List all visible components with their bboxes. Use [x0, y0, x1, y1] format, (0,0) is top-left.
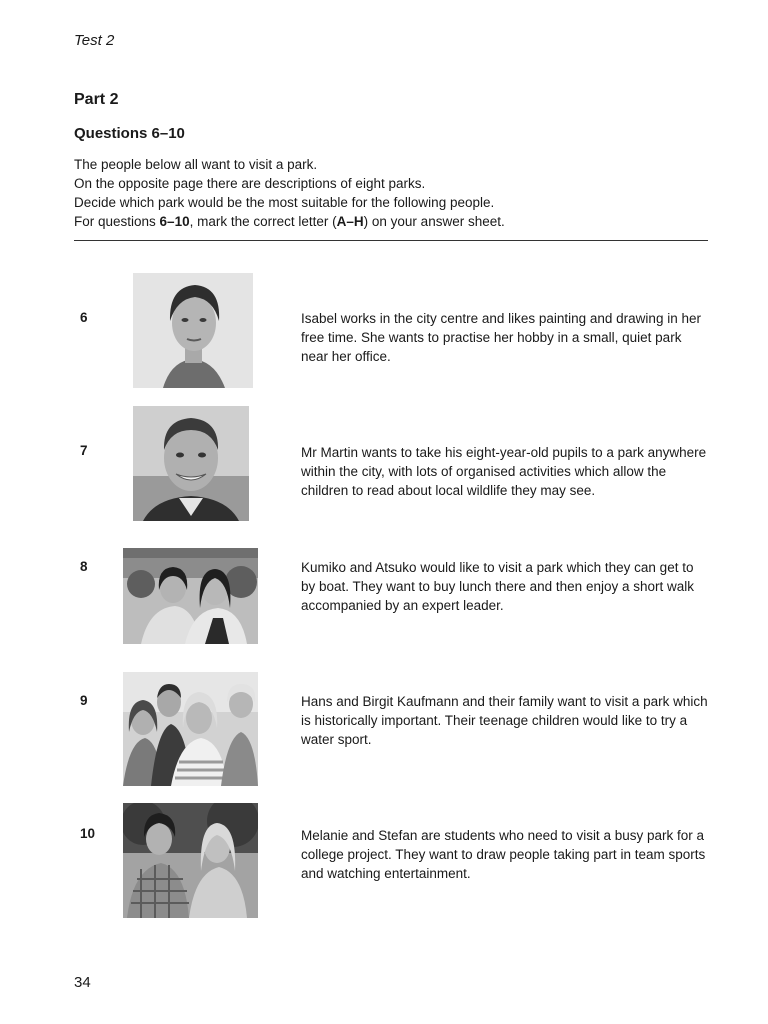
instructions [74, 155, 714, 231]
instruction-line [74, 212, 714, 231]
woman-portrait-photo [133, 273, 253, 388]
letter-range: A–H [336, 214, 364, 229]
question-number: 7 [80, 443, 88, 458]
person-description: Kumiko and Atsuko would like to visit a park which they can get to by boat. They want to buy lunch there and then enjoy a short walk accompanied by an expert leader. [301, 560, 694, 613]
instruction-text: ) on your answer sheet. [363, 214, 505, 229]
question-number: 10 [80, 826, 96, 841]
person-description: Hans and Birgit Kaufmann and their family want to visit a park which is historically important. Their teenage children would like to try a water sport. [301, 694, 708, 747]
instruction-text: For questions [74, 214, 160, 229]
two-women-photo [123, 548, 258, 644]
person-description: Isabel works in the city centre and likes painting and drawing in her free time. She wants to practise her hobby in a small, quiet park near her office. [301, 311, 701, 364]
question-number: 6 [80, 310, 88, 325]
part-title: Part 2 [74, 91, 119, 108]
instruction-line: The people below all want to visit a park. [74, 157, 318, 172]
instruction-line: On the opposite page there are descriptions of eight parks. [74, 176, 426, 191]
test-label: Test 2 [74, 32, 115, 49]
divider [74, 240, 708, 241]
page-number: 34 [74, 974, 91, 991]
man-portrait-photo [133, 406, 249, 521]
person-description: Mr Martin wants to take his eight-year-old pupils to a park anywhere within the city, with lots of organised activities which allow the children to read about local wildlife they may see. [301, 445, 707, 498]
instruction-text: , mark the correct letter ( [189, 214, 337, 229]
instruction-line: Decide which park would be the most suitable for the following people. [74, 195, 495, 210]
question-range: 6–10 [159, 214, 190, 229]
person-description: Melanie and Stefan are students who need to visit a busy park for a college project. They want to draw people taking part in team sports and watching entertainment. [301, 828, 706, 881]
question-number: 8 [80, 559, 88, 574]
question-number: 9 [80, 693, 88, 708]
family-group-photo [123, 672, 258, 786]
questions-title: Questions 6–10 [74, 125, 185, 142]
student-couple-photo [123, 803, 258, 918]
